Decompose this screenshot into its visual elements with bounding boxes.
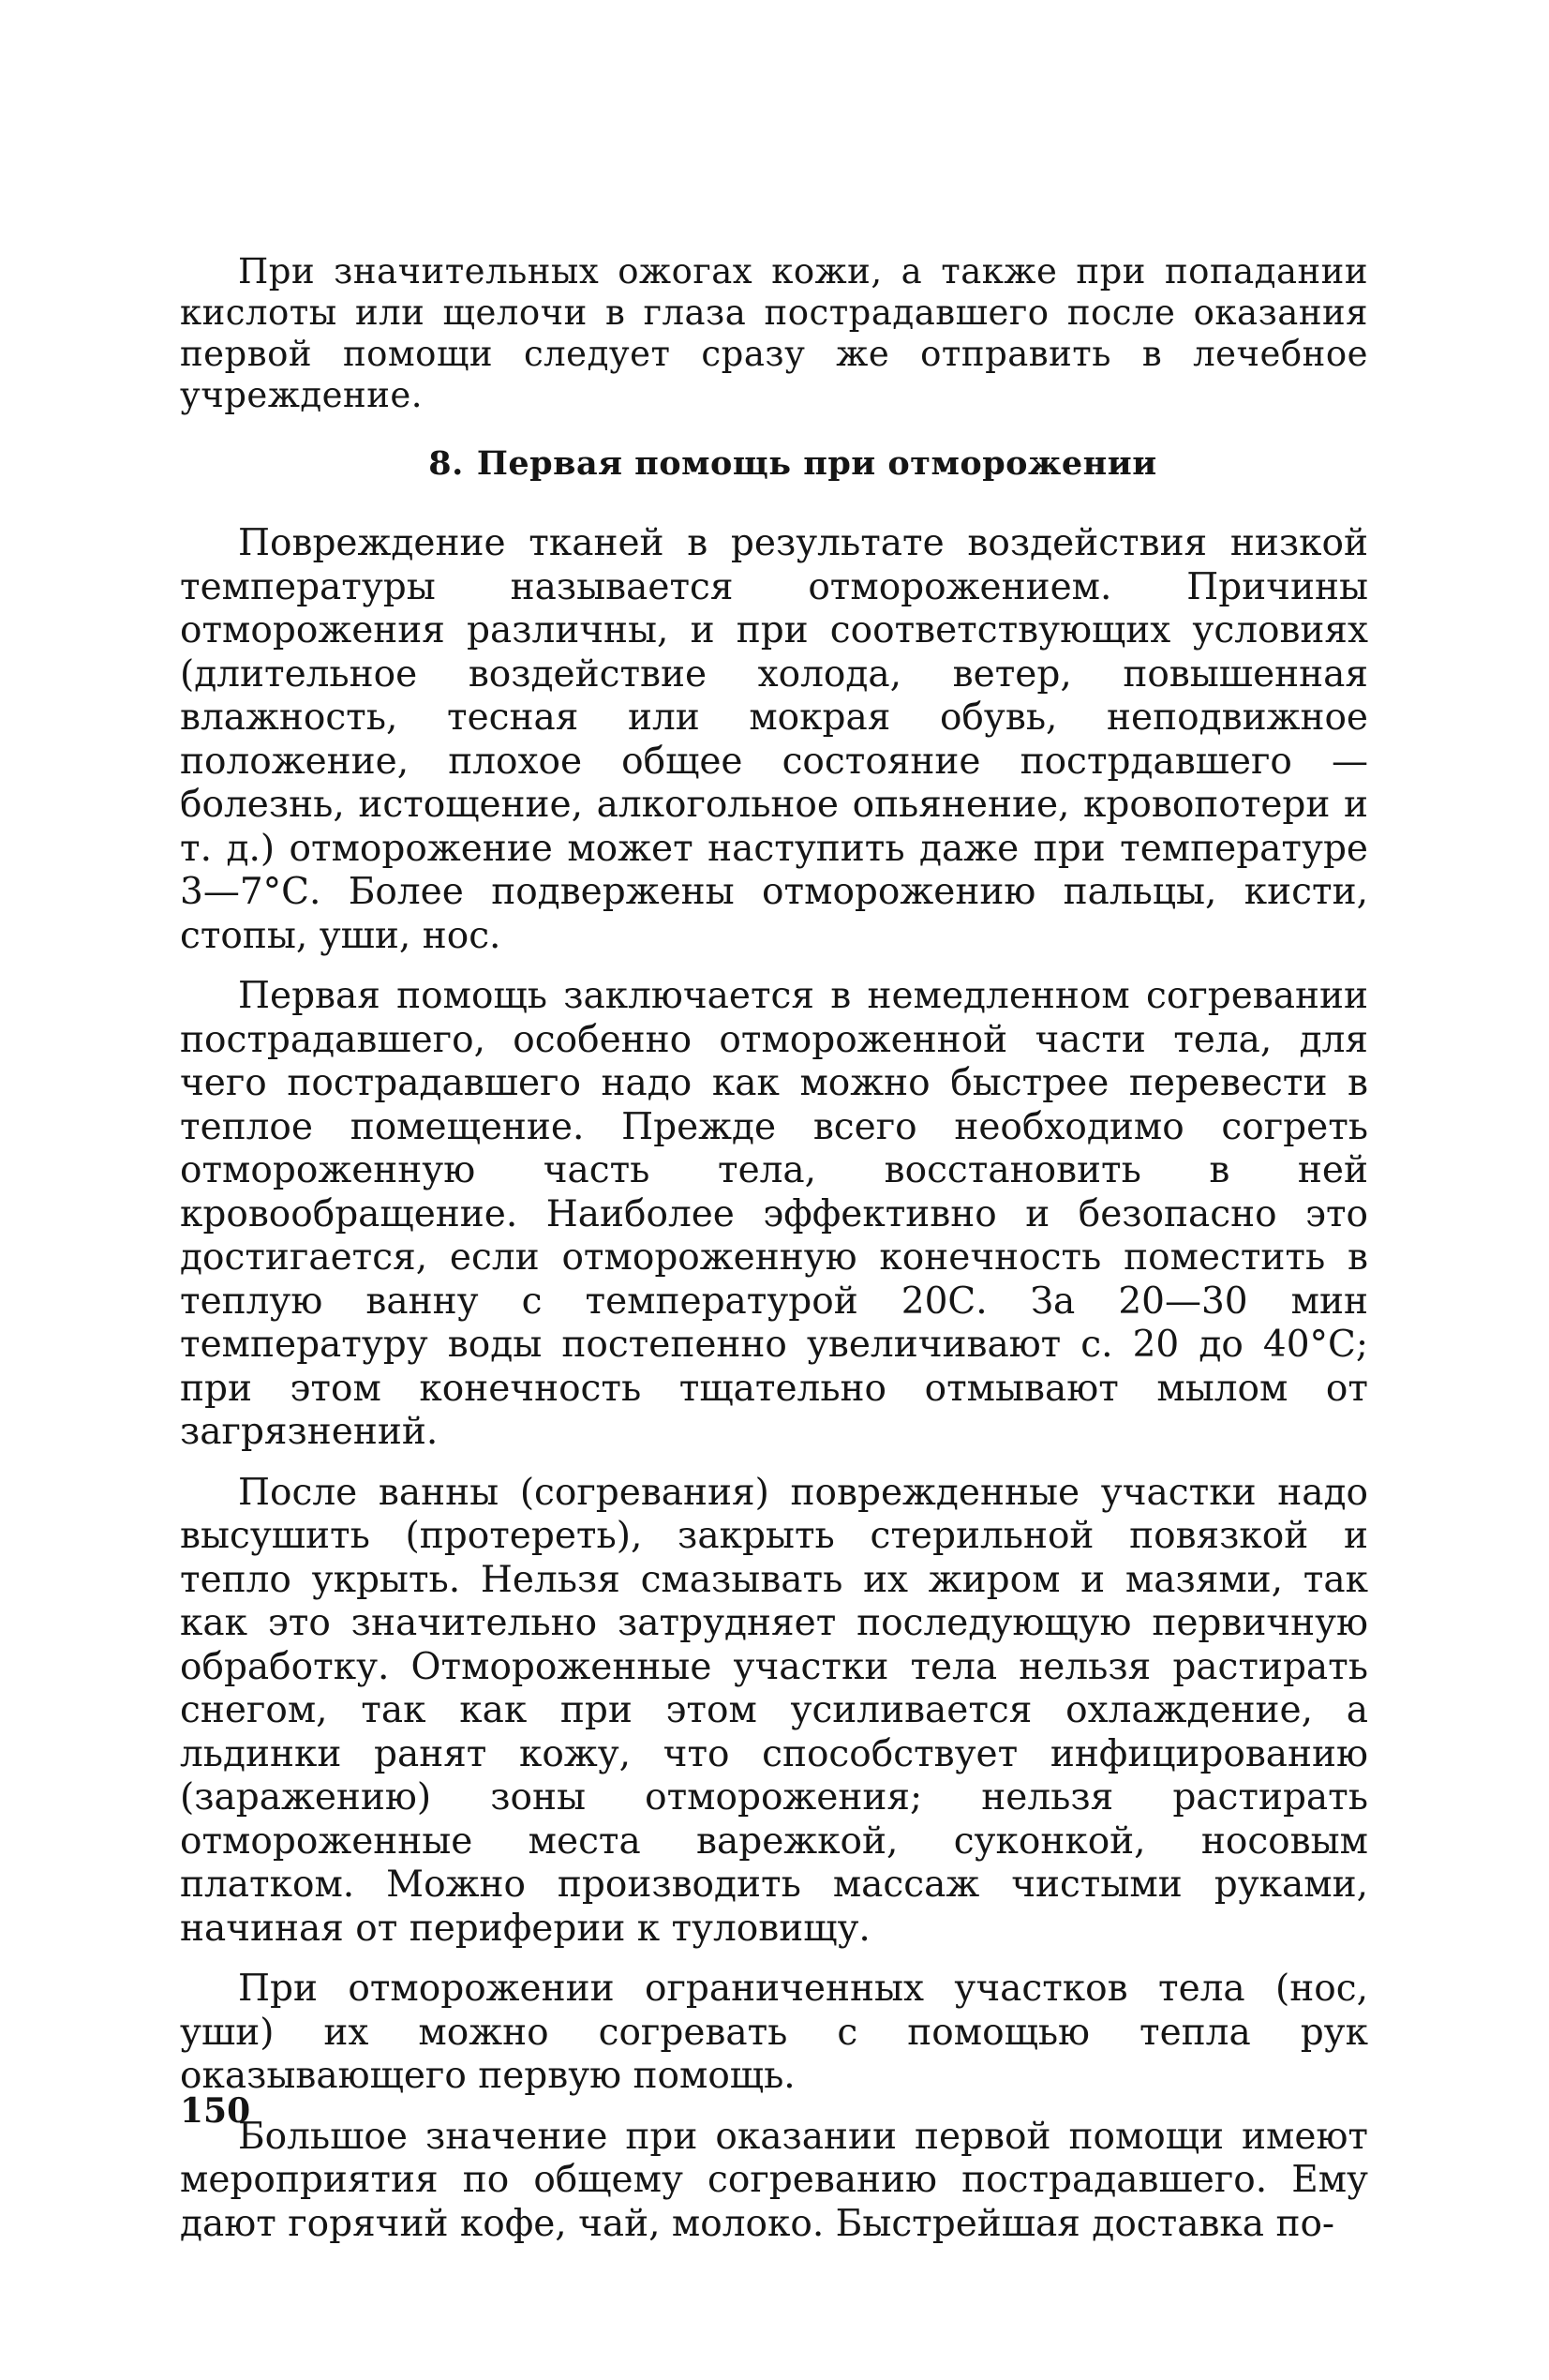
section-heading [180,444,1368,483]
section-title: Первая помощь при отморожении [476,444,1157,483]
section-number: 8. [428,444,464,483]
paragraph-limited-areas: При отморожении ограниченных участков тела (нос, уши) их можно согревать с помощью тепла рук оказывающего первую помощь. [180,1968,1368,2097]
intro-paragraph: При значительных ожогах кожи, а также при попадании кислоты или щелочи в глаза пострадавшего после оказания первой помощи следует сразу же отправить в лечебное учреждение. [180,251,1368,415]
paragraph-definition: Повреждение тканей в результате воздействия низкой температуры называется отморожением. Причины отморожения различны, и при соответствующих условиях (длительное воздействие холода, ветер, повышенная влажность, тесная или мокрая обувь, неподвижное положение, плохое общее состояние пострдавшего — болезнь, истощение, алкогольное опьянение, кровопотери и т. д.) отморожение может наступить даже при температуре 3—7°С. Более подвержены отморожению пальцы, кисти, стопы, уши, нос. [180,522,1368,957]
paragraph-after-bath: После ванны (согревания) поврежденные участки надо высушить (протереть), закрыть стерильной повязкой и тепло укрыть. Нельзя смазывать их жиром и мазями, так как это значительно затрудняет последующую первичную обработку. Отмороженные участки тела нельзя растирать снегом, так как при этом усиливается охлаждение, а льдинки ранят кожу, что способствует инфицированию (заражению) зоны отморожения; нельзя растирать отмороженные места варежкой, суконкой, носовым платком. Можно производить массаж чистыми руками, начиная от периферии к туловищу. [180,1471,1368,1950]
paragraph-general-warming: Большое значение при оказании первой помощи имеют мероприятия по общему согреванию пострадавшего. Ему дают горячий кофе, чай, молоко. Быстрейшая доставка по- [180,2115,1368,2245]
paragraph-first-aid: Первая помощь заключается в немедленном согревании пострадавшего, особенно отмороженной части тела, для чего пострадавшего надо как можно быстрее перевести в теплое помещение. Прежде всего необходимо согреть отмороженную часть тела, восстановить в ней кровообращение. Наиболее эффективно и безопасно это достигается, если отмороженную конечность поместить в теплую ванну с температурой 20С. За 20—30 мин температуру воды постепенно увеличивают с. 20 до 40°С; при этом конечность тщательно отмывают мылом от загрязнений. [180,975,1368,1453]
page-number: 150 [180,2091,251,2131]
page-body [180,251,1368,2246]
